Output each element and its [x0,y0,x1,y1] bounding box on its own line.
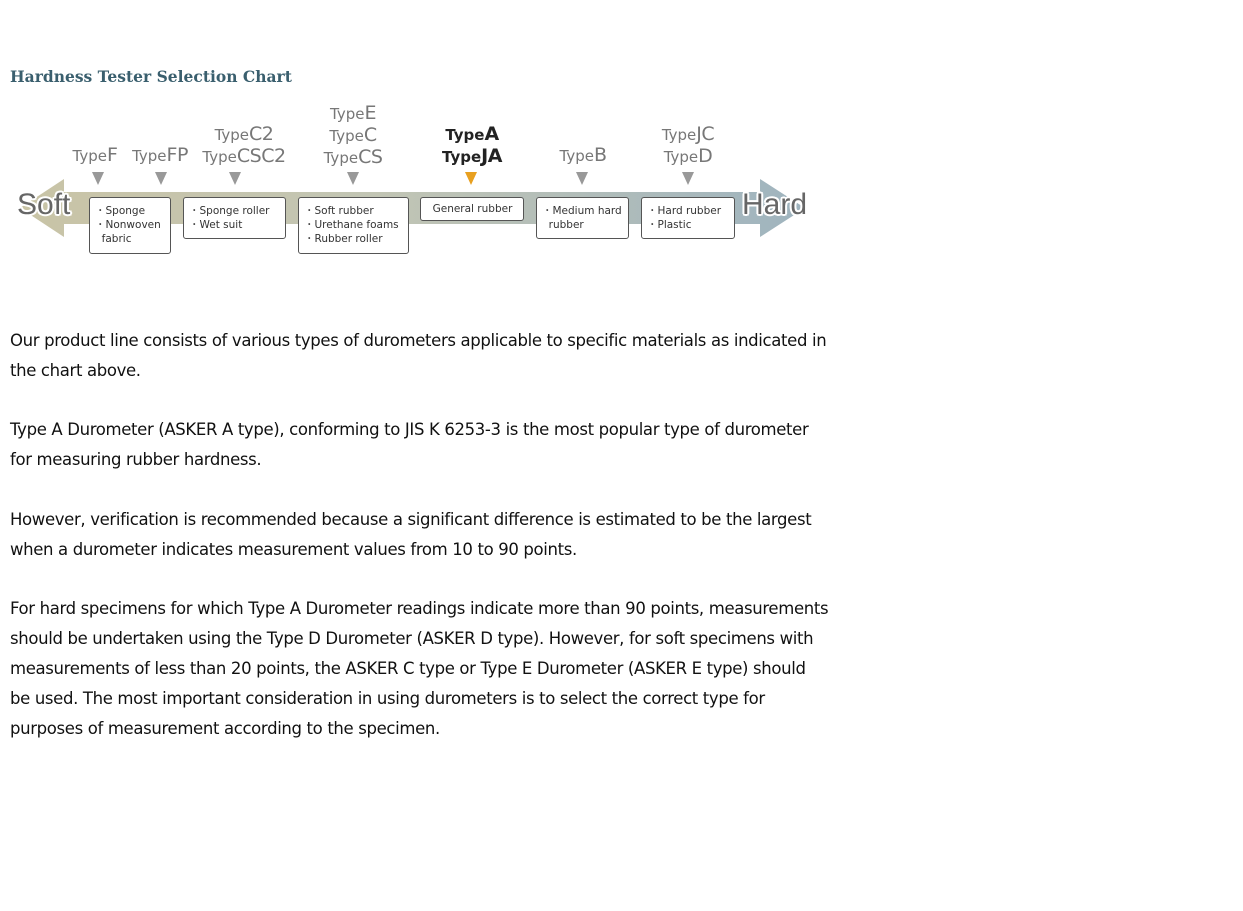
type-code: JC [696,123,715,145]
type-label-line [662,146,714,168]
type-code: E [364,102,376,124]
soft-end-label: Soft [17,188,71,221]
type-marker-2 [155,172,167,185]
material-item: ・Soft rubber [304,205,374,217]
type-prefix: Type [559,147,594,165]
material-box-1 [89,197,171,254]
material-item: ・Sponge [95,205,146,217]
type-label-line [202,124,285,146]
type-prefix: Type [661,126,697,144]
type-marker-7 [682,172,694,185]
type-code: C [363,124,377,146]
type-code: A [484,123,499,145]
material-item: rubber [542,219,584,231]
type-label-line [662,124,714,146]
type-marker-5 [465,172,477,185]
material-item: fabric [95,233,132,245]
type-marker-3 [229,172,241,185]
material-box-2 [183,197,286,239]
material-item: General rubber [432,203,513,215]
type-prefix: Type [202,148,237,166]
type-label-2 [132,145,188,167]
type-marker-4 [347,172,359,185]
type-label-line [442,146,502,168]
type-label-line [560,145,607,167]
type-label-line [132,145,188,167]
type-code: CS [358,146,383,168]
type-label-line [324,125,383,147]
type-code: FP [166,144,188,166]
type-code: D [698,145,713,167]
material-item: ・Hard rubber [647,205,722,217]
type-code: F [107,144,118,166]
paragraph-verification: However, verification is recommended because a significant difference is estimated to be the largest when a durometer indicates measurement values from 10 to 90 points. [10,510,812,559]
type-prefix: Type [72,147,108,165]
paragraph-intro: Our product line consists of various types of durometers applicable to specific materials as indicated in the chart above. [10,331,827,380]
type-marker-1 [92,172,104,185]
type-label-4 [324,103,383,169]
type-prefix: Type [442,148,482,166]
material-box-6 [641,197,735,239]
type-marker-6 [576,172,588,185]
hard-end-label: Hard [742,188,808,221]
type-label-line [202,146,285,168]
type-label-line [73,145,118,167]
hardness-selection-chart [0,100,830,260]
type-prefix: Type [663,148,699,166]
type-code: C2 [249,123,274,145]
type-prefix: Type [132,147,167,165]
material-item: ・Wet suit [189,219,243,231]
type-code: JA [481,145,502,167]
paragraph-type-a: Type A Durometer (ASKER A type), conforming to JIS K 6253-3 is the most popular type of durometer for measuring rubber hardness. [10,420,809,469]
material-item: ・Plastic [647,219,692,231]
type-code: B [593,144,607,166]
material-item: ・Nonwoven [95,219,161,231]
material-item: ・Medium hard [542,205,622,217]
type-label-line [442,124,502,146]
type-prefix: Type [214,126,250,144]
type-prefix: Type [445,126,485,144]
material-box-5 [536,197,629,239]
type-prefix: Type [329,127,364,145]
type-prefix: Type [323,149,359,167]
type-label-line [324,147,383,169]
material-box-4 [420,197,524,221]
type-label-7 [662,124,714,168]
type-label-6 [560,145,607,167]
type-label-1 [73,145,118,167]
material-item: ・Sponge roller [189,205,270,217]
material-item: ・Rubber roller [304,233,383,245]
type-label-5 [442,124,502,168]
type-code: CSC2 [236,145,286,167]
page-heading: Hardness Tester Selection Chart [10,67,292,86]
paragraph-selection-advice: For hard specimens for which Type A Durometer readings indicate more than 90 points, measurements should be undertaken using the Type D Durometer (ASKER D type). However, for soft specimens with measurements of less than 20 points, the ASKER C type or Type E Durometer (ASKER E type) should be used. The most important consideration in using durometers is to select the correct type for purposes of measurement according to the specimen. [10,599,829,738]
material-item: ・Urethane foams [304,219,399,231]
type-prefix: Type [330,105,365,123]
type-label-line [324,103,383,125]
type-label-3 [202,124,285,168]
material-box-3 [298,197,409,254]
